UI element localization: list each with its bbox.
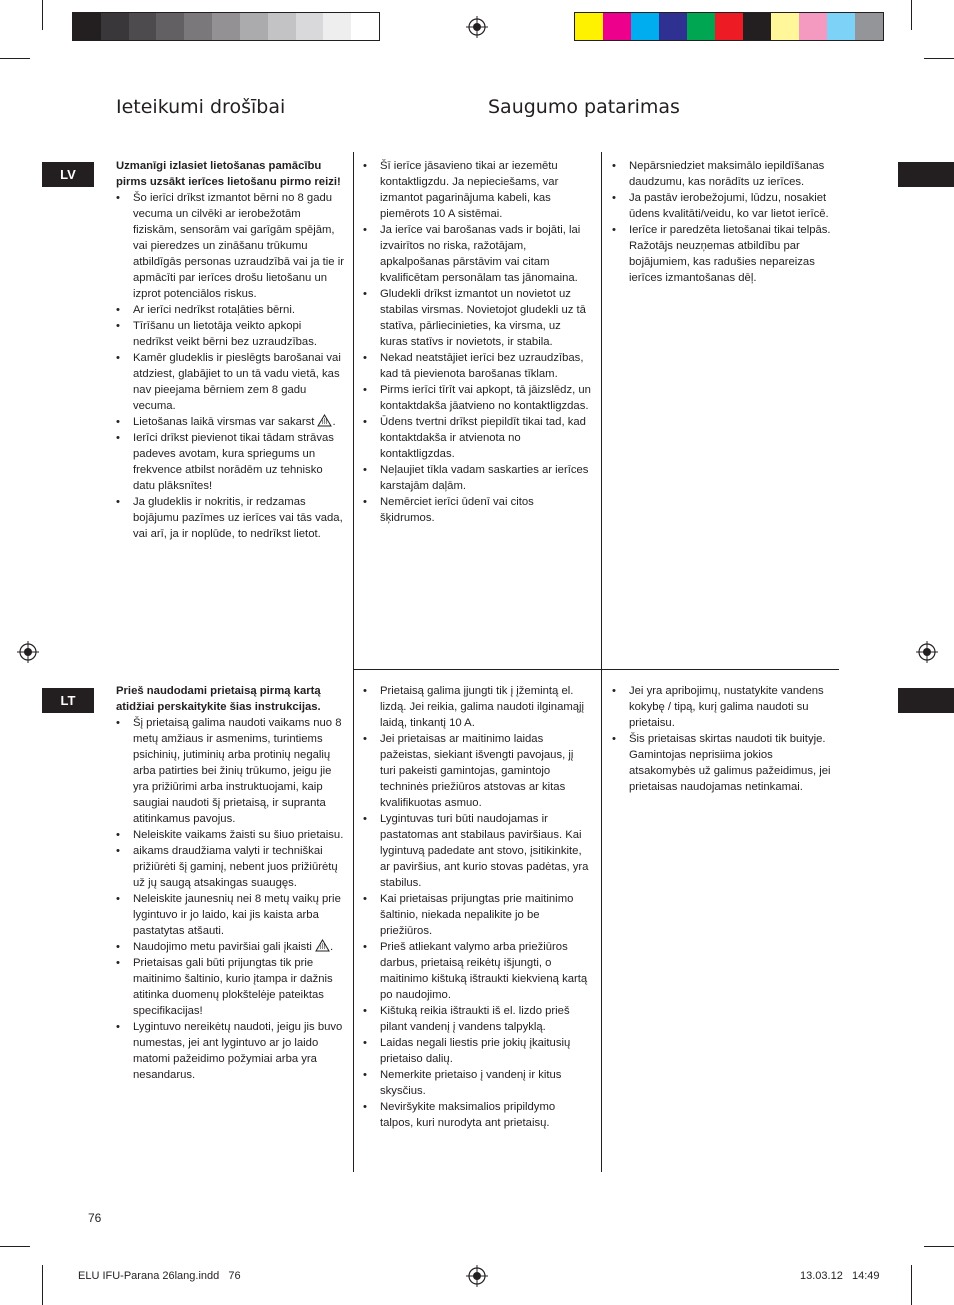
process-swatch: [771, 13, 799, 40]
list-item: • Šī ierīce jāsavieno tikai ar iezemētu kontaktligzdu. Ja nepieciešams, var izmantot pagarinājuma kabeli, kas piemērots 10 A sistēmai.: [363, 158, 591, 222]
list-item: • Ierīce ir paredzēta lietošanai tikai telpās. Ražotājs neuzņemas atbildību par bojājumiem, kas radušies nepareizas ierīces izmantošanas dēļ.: [612, 222, 840, 286]
lt-list-1: [116, 715, 344, 1083]
lv-list-3: [612, 158, 840, 286]
process-swatch: [743, 13, 771, 40]
registration-mark-icon: [466, 1265, 488, 1287]
column-divider: [601, 152, 602, 670]
process-swatch: [631, 13, 659, 40]
list-item: • Laidas negali liestis prie jokių įkaitusių prietaiso dalių.: [363, 1035, 591, 1067]
process-color-bar: [574, 12, 884, 41]
lv-column-1: [116, 158, 344, 542]
lv-list-2: [363, 158, 591, 526]
list-item: • Ar ierīci nedrīkst rotaļāties bērni.: [116, 302, 344, 318]
process-swatch: [659, 13, 687, 40]
list-item: • Pirms ierīci tīrīt vai apkopt, tā jāizslēdz, un kontaktdakša jāatvieno no kontaktligzdas.: [363, 382, 591, 414]
list-item: • Jei prietaisas ar maitinimo laidas pažeistas, siekiant išvengti pavojaus, jį turi pakeisti gamintojas, gamintojo techninės priežiūros atstovas ar kitas kvalifikuotas asmuo.: [363, 731, 591, 811]
footer-filename: ELU IFU-Parana 26lang.indd 76: [78, 1270, 241, 1282]
gray-swatch: [296, 13, 324, 40]
list-item: • Tīrīšanu un lietotāja veikto apkopi nedrīkst veikt bērni bez uzraudzības.: [116, 318, 344, 350]
lt-column-3: [612, 683, 840, 795]
lt-column-2: [363, 683, 591, 1131]
registration-mark-icon: [17, 641, 39, 663]
list-item: • Lygintuvas turi būti naudojamas ir pastatomas ant stabilaus paviršiaus. Kai lygintuvą padedate ant stovo, įsitikinkite, ar paviršius, ant kurio stovas padėtas, yra stabilus.: [363, 811, 591, 891]
list-item: • Prieš atliekant valymo arba priežiūros darbus, prietaisą reikėtų išjungti, o maitinimo kištuką ištraukti kiekvieną kartą po naudojimo.: [363, 939, 591, 1003]
list-item: • Prietaisą galima įjungti tik į įžemintą el. lizdą. Jei reikia, galima naudoti ilginamąjį laidą, tinkantį 10 A.: [363, 683, 591, 731]
list-item-text: Lietošanas laikā virsmas var sakarst: [133, 416, 315, 428]
list-item: • Naudojimo metu paviršiai gali įkaisti .: [116, 939, 344, 955]
process-swatch: [827, 13, 855, 40]
process-swatch: [603, 13, 631, 40]
gray-swatch: [323, 13, 351, 40]
process-swatch: [715, 13, 743, 40]
process-swatch: [799, 13, 827, 40]
heading-lt: Saugumo patarimas: [488, 96, 680, 118]
list-item: • Neleiskite vaikams žaisti su šiuo prietaisu.: [116, 827, 344, 843]
list-item: • Nemerkite prietaiso į vandenį ir kitus skysčius.: [363, 1067, 591, 1099]
gray-swatch: [240, 13, 268, 40]
gray-swatch: [351, 13, 379, 40]
page-number: 76: [88, 1211, 102, 1225]
gray-swatch: [268, 13, 296, 40]
crop-mark: [911, 1265, 912, 1305]
list-item: • Šį prietaisą galima naudoti vaikams nuo 8 metų amžiaus ir asmenims, turintiems psichinių, jutiminių arba protinių negalių arba patirties bei žinių trūkumo, jeigu jie yra prižiūrimi arba instruktuojami, kaip saugiai naudoti šį prietaisą, ir supranta atitinkamus pavojus.: [116, 715, 344, 827]
list-item: • Ūdens tvertni drīkst piepildīt tikai tad, kad kontaktdakša ir atvienota no kontaktligzdas.: [363, 414, 591, 462]
list-item: • Kištuką reikia ištraukti iš el. lizdo prieš pilant vandenį į vandens talpyklą.: [363, 1003, 591, 1035]
list-item: • Šo ierīci drīkst izmantot bērni no 8 gadu vecuma un cilvēki ar ierobežotām fiziskām, sensorām vai garīgām spējām, vai pieredzes un zināšanu trūkumu atbildīgās personas uzraudzībā vai ja tie ir apmācīti par ierīces drošu lietošanu un izprot potenciālos riskus.: [116, 190, 344, 302]
registration-mark-icon: [466, 16, 488, 38]
list-item: • Šis prietaisas skirtas naudoti tik buityje. Gamintojas neprisiima jokios atsakomybės už galimus pažeidimus, jei prietaisas naudojamas netinkamai.: [612, 731, 840, 795]
list-item: • Nekad neatstājiet ierīci bez uzraudzības, kad tā pievienota barošanas tīklam.: [363, 350, 591, 382]
lt-list-2: [363, 683, 591, 1131]
gray-swatch: [184, 13, 212, 40]
list-item: • Gludekli drīkst izmantot un novietot uz stabilas virsmas. Novietojot gludekli uz tā statīva, pārliecinieties, ka virsma, uz kuras statīvs ir novietots, ir stabila.: [363, 286, 591, 350]
gray-swatch: [129, 13, 157, 40]
process-swatch: [687, 13, 715, 40]
column-divider: [353, 152, 354, 670]
crop-mark: [0, 1246, 30, 1247]
crop-mark: [42, 0, 43, 30]
list-item: • Ja pastāv ierobežojumi, lūdzu, nosakiet ūdens kvalitāti/veidu, ko var lietot ierīcē.: [612, 190, 840, 222]
lv-column-3: [612, 158, 840, 286]
grayscale-color-bar: [72, 12, 380, 41]
lt-list-3: [612, 683, 840, 795]
lv-list-1: [116, 190, 344, 542]
list-item: • Neleiskite jaunesnių nei 8 metų vaikų prie lygintuvo ir jo laido, kai jis kaista arba pastatytas atšauti.: [116, 891, 344, 939]
crop-mark: [42, 1265, 43, 1305]
edge-tab: [898, 688, 954, 713]
list-item: • Nemērciet ierīci ūdenī vai citos šķidrumos.: [363, 494, 591, 526]
process-swatch: [855, 13, 883, 40]
list-item: • Neviršykite maksimalios pripildymo talpos, kuri nurodyta ant prietaisų.: [363, 1099, 591, 1131]
lt-intro: Prieš naudodami prietaisą pirmą kartą atidžiai perskaitykite šias instrukcijas.: [116, 685, 321, 713]
crop-mark: [924, 1246, 954, 1247]
list-item: • Ja gludeklis ir nokritis, ir redzamas bojājumu pazīmes uz ierīces vai tās vada, vai arī, ja ir noplūde, to nedrīkst lietot.: [116, 494, 344, 542]
list-item: • Jei yra apribojimų, nustatykite vandens kokybę / tipą, kurį galima naudoti su prietaisu.: [612, 683, 840, 731]
edge-tab: [898, 162, 954, 187]
lv-intro: Uzmanīgi izlasiet lietošanas pamācību pirms uzsākt ierīces lietošanu pirmo reizi!: [116, 160, 341, 188]
hot-surface-warning-icon: [315, 939, 330, 952]
column-divider: [601, 670, 602, 1172]
list-item: • Lygintuvo nereikėtų naudoti, jeigu jis buvo numestas, jei ant lygintuvo ar jo laido matomi pažeidimo požymiai arba yra nesandarus.: [116, 1019, 344, 1083]
gray-swatch: [212, 13, 240, 40]
hot-surface-warning-icon: [317, 414, 332, 427]
list-item: • Nepārsniedziet maksimālo iepildīšanas daudzumu, kas norādīts uz ierīces.: [612, 158, 840, 190]
gray-swatch: [156, 13, 184, 40]
registration-mark-icon: [916, 641, 938, 663]
gray-swatch: [73, 13, 101, 40]
crop-mark: [924, 58, 954, 59]
list-item: • Kai prietaisas prijungtas prie maitinimo šaltinio, niekada nepalikite jo be priežiūros.: [363, 891, 591, 939]
list-item: • Kamēr gludeklis ir pieslēgts barošanai vai atdziest, glabājiet to un tā vadu vietā, kas nav pieejama bērniem zem 8 gadu vecuma.: [116, 350, 344, 414]
crop-mark: [0, 58, 30, 59]
list-item: • Neļaujiet tīkla vadam saskarties ar ierīces karstajām daļām.: [363, 462, 591, 494]
lv-column-2: [363, 158, 591, 526]
language-badge-lt: LT: [42, 688, 94, 713]
list-item: • Prietaisas gali būti prijungtas tik prie maitinimo šaltinio, kurio įtampa ir dažnis atitinka duomenų plokštelėje pateiktas specifikacijas!: [116, 955, 344, 1019]
crop-mark: [911, 0, 912, 30]
column-divider: [353, 670, 354, 1172]
section-divider: [353, 669, 839, 670]
lt-column-1: [116, 683, 344, 1083]
language-badge-lv: LV: [42, 162, 94, 187]
list-item: • aikams draudžiama valyti ir techniškai prižiūrėti šį gaminį, nebent juos prižiūrėtų už jų saugą atsakingas suaugęs.: [116, 843, 344, 891]
process-swatch: [575, 13, 603, 40]
list-item: • Lietošanas laikā virsmas var sakarst .: [116, 414, 344, 430]
heading-lv: Ieteikumi drošībai: [116, 96, 286, 118]
footer-date: 13.03.12 14:49: [800, 1270, 880, 1282]
list-item-text: Naudojimo metu paviršiai gali įkaisti: [133, 941, 312, 953]
gray-swatch: [101, 13, 129, 40]
list-item: • Ja ierīce vai barošanas vads ir bojāti, lai izvairītos no riska, ražotājam, apkalpošanas pārstāvim vai citam kvalificētam personālam tas jānomaina.: [363, 222, 591, 286]
list-item: • Ierīci drīkst pievienot tikai tādam strāvas padeves avotam, kura spriegums un frekvence atbilst norādēm uz tehnisko datu plāksnītes!: [116, 430, 344, 494]
